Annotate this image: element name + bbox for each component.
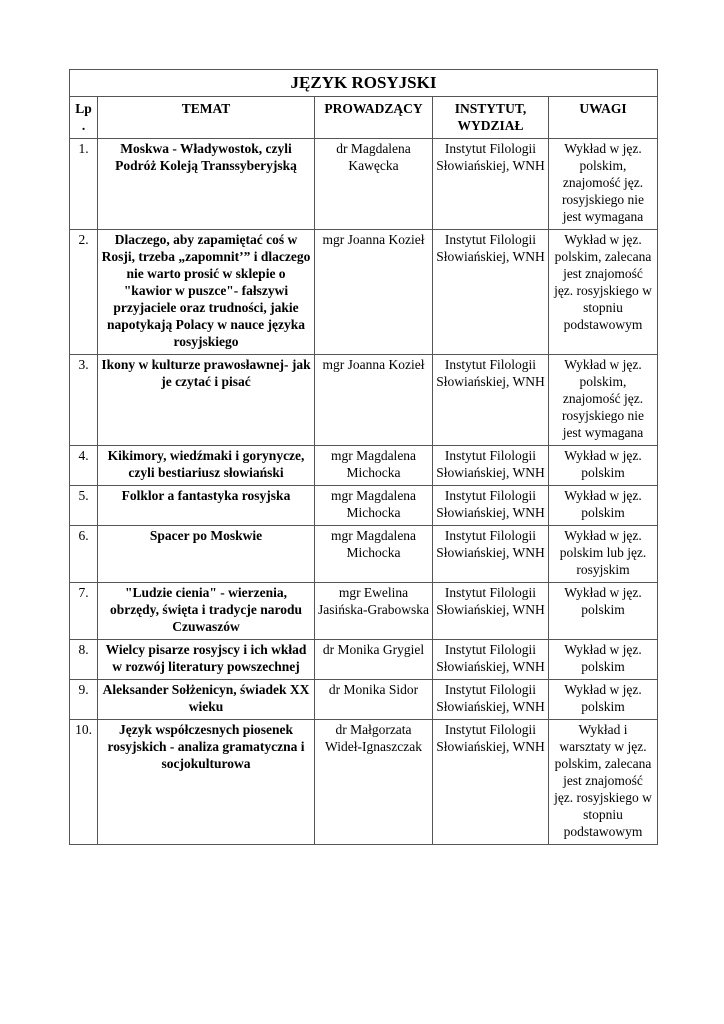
- cell-uwagi: Wykład w jęz. polskim, znajomość jęz. rosyjskiego nie jest wymagana: [549, 139, 658, 230]
- cell-uwagi: Wykład w jęz. polskim: [549, 583, 658, 640]
- table-row: [70, 230, 658, 355]
- cell-temat: Kikimory, wiedźmaki i gorynycze, czyli bestiariusz słowiański: [98, 446, 315, 486]
- cell-uwagi: Wykład w jęz. polskim, zalecana jest znajomość jęz. rosyjskiego w stopniu podstawowym: [549, 230, 658, 355]
- cell-uwagi: Wykład w jęz. polskim, znajomość jęz. rosyjskiego nie jest wymagana: [549, 355, 658, 446]
- cell-temat: Ikony w kulturze prawosławnej- jak je czytać i pisać: [98, 355, 315, 446]
- cell-lp: 6.: [70, 526, 98, 583]
- table-row: [70, 355, 658, 446]
- table-row: [70, 640, 658, 680]
- cell-prowadzacy: mgr Joanna Kozieł: [315, 230, 433, 355]
- cell-instytut: Instytut Filologii Słowiańskiej, WNH: [433, 583, 549, 640]
- cell-instytut: Instytut Filologii Słowiańskiej, WNH: [433, 230, 549, 355]
- cell-lp: 2.: [70, 230, 98, 355]
- cell-instytut: Instytut Filologii Słowiańskiej, WNH: [433, 720, 549, 845]
- cell-lp: 10.: [70, 720, 98, 845]
- header-lp: Lp .: [70, 97, 98, 139]
- table-row: [70, 486, 658, 526]
- cell-temat: "Ludzie cienia" - wierzenia, obrzędy, święta i tradycje narodu Czuwaszów: [98, 583, 315, 640]
- table-title: JĘZYK ROSYJSKI: [70, 70, 658, 97]
- header-row: [70, 97, 658, 139]
- cell-prowadzacy: dr Monika Sidor: [315, 680, 433, 720]
- table-row: [70, 526, 658, 583]
- header-instytut: INSTYTUT, WYDZIAŁ: [433, 97, 549, 139]
- cell-prowadzacy: dr Monika Grygiel: [315, 640, 433, 680]
- cell-temat: Dlaczego, aby zapamiętać coś w Rosji, trzeba „zapomnit’” i dlaczego nie warto prosić w sklepie o "kawior w puszce"- fałszywi przyjaciele oraz trudności, jakie napotykają Polacy w nauce języka rosyjskiego: [98, 230, 315, 355]
- cell-uwagi: Wykład w jęz. polskim: [549, 446, 658, 486]
- cell-instytut: Instytut Filologii Słowiańskiej, WNH: [433, 139, 549, 230]
- cell-lp: 7.: [70, 583, 98, 640]
- cell-instytut: Instytut Filologii Słowiańskiej, WNH: [433, 526, 549, 583]
- cell-uwagi: Wykład w jęz. polskim: [549, 680, 658, 720]
- header-uwagi: UWAGI: [549, 97, 658, 139]
- cell-instytut: Instytut Filologii Słowiańskiej, WNH: [433, 486, 549, 526]
- cell-lp: 1.: [70, 139, 98, 230]
- cell-instytut: Instytut Filologii Słowiańskiej, WNH: [433, 640, 549, 680]
- table-row: [70, 720, 658, 845]
- cell-prowadzacy: mgr Ewelina Jasińska-Grabowska: [315, 583, 433, 640]
- cell-temat: Język współczesnych piosenek rosyjskich - analiza gramatyczna i socjokulturowa: [98, 720, 315, 845]
- cell-temat: Wielcy pisarze rosyjscy i ich wkład w rozwój literatury powszechnej: [98, 640, 315, 680]
- cell-uwagi: Wykład w jęz. polskim lub jęz. rosyjskim: [549, 526, 658, 583]
- table-row: [70, 139, 658, 230]
- cell-instytut: Instytut Filologii Słowiańskiej, WNH: [433, 355, 549, 446]
- cell-prowadzacy: mgr Magdalena Michocka: [315, 446, 433, 486]
- cell-uwagi: Wykład w jęz. polskim: [549, 486, 658, 526]
- header-prowadzacy: PROWADZĄCY: [315, 97, 433, 139]
- cell-uwagi: Wykład w jęz. polskim: [549, 640, 658, 680]
- cell-prowadzacy: mgr Magdalena Michocka: [315, 486, 433, 526]
- cell-prowadzacy: mgr Joanna Kozieł: [315, 355, 433, 446]
- cell-temat: Moskwa - Władywostok, czyli Podróż Koleją Transsyberyjską: [98, 139, 315, 230]
- table-row: [70, 446, 658, 486]
- cell-temat: Spacer po Moskwie: [98, 526, 315, 583]
- header-temat: TEMAT: [98, 97, 315, 139]
- table-row: [70, 680, 658, 720]
- cell-prowadzacy: dr Małgorzata Wideł-Ignaszczak: [315, 720, 433, 845]
- cell-lp: 5.: [70, 486, 98, 526]
- cell-instytut: Instytut Filologii Słowiańskiej, WNH: [433, 680, 549, 720]
- cell-lp: 8.: [70, 640, 98, 680]
- cell-lp: 4.: [70, 446, 98, 486]
- cell-lp: 9.: [70, 680, 98, 720]
- cell-uwagi: Wykład i warsztaty w jęz. polskim, zalecana jest znajomość jęz. rosyjskiego w stopniu podstawowym: [549, 720, 658, 845]
- table-row: [70, 583, 658, 640]
- cell-lp: 3.: [70, 355, 98, 446]
- cell-prowadzacy: dr Magdalena Kawęcka: [315, 139, 433, 230]
- courses-table: [69, 69, 658, 845]
- cell-instytut: Instytut Filologii Słowiańskiej, WNH: [433, 446, 549, 486]
- cell-temat: Aleksander Sołżenicyn, świadek XX wieku: [98, 680, 315, 720]
- cell-temat: Folklor a fantastyka rosyjska: [98, 486, 315, 526]
- cell-prowadzacy: mgr Magdalena Michocka: [315, 526, 433, 583]
